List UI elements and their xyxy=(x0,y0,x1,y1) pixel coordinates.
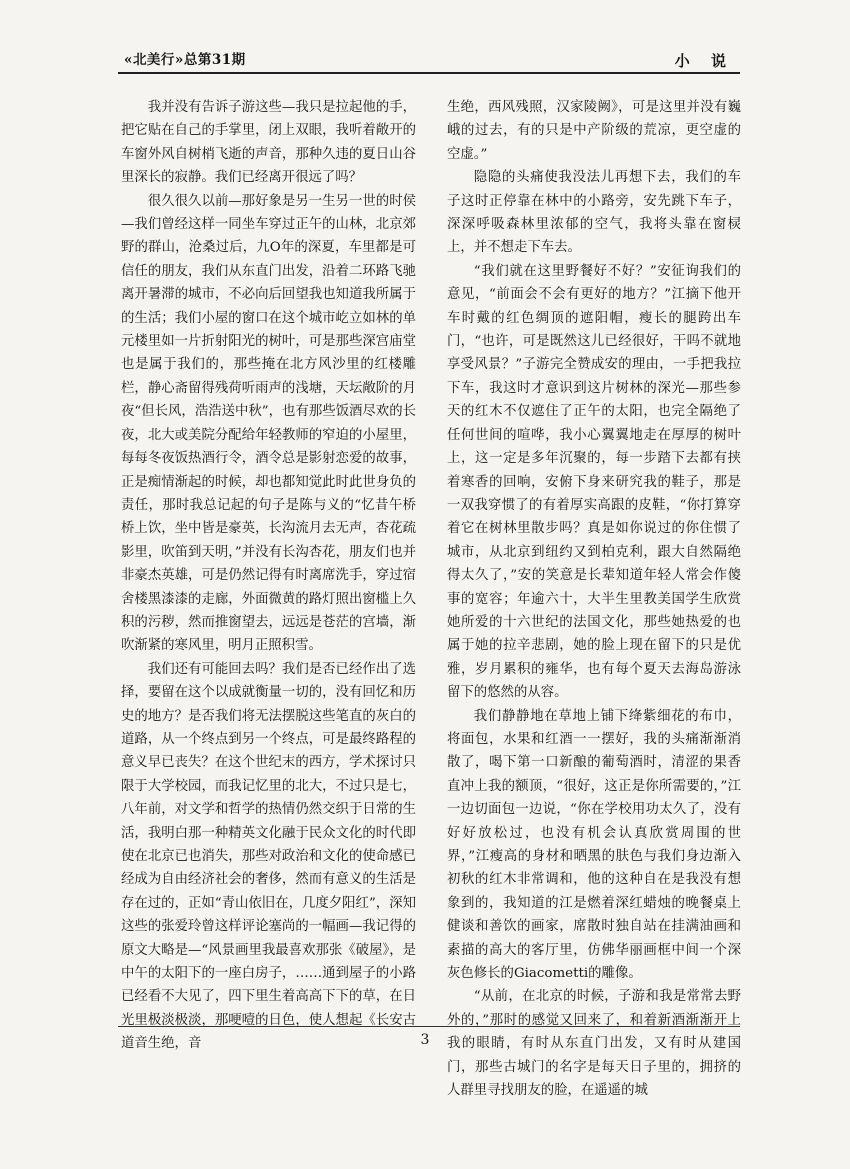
paragraph-p4: 生绝，西风残照，汉家陵阙》，可是这里并没有巍峨的过去，有的只是中产阶级的荒凉，更空虚的空虚。” xyxy=(447,100,741,162)
paragraph-p6: “我们就在这里野餐好不好？”安征询我们的意见，“前面会不会有更好的地方？”江摘下他开车时戴的红色绸顶的遮阳帽，瘦长的腿跨出车门，“也许，可是既然这儿已经很好，干吗不就地享受风景？”子游完全赞成安的理由，一手把我拉下车，我这时才意识到这片树林的深光—那些参天的红木不仅遮住了正午的太阳，也完全隔绝了任何世间的喧哗，我小心翼翼地走在厚厚的树叶上，这一定是多年沉聚的，每一步踏下去都有挟着寒香的回响，安俯下身来研究我的鞋子，那是一双我穿惯了的有着厚实高跟的皮鞋，“你打算穿着它在树林里散步吗？真是如你说过的你住惯了城市，从北京到纽约又到柏克利，跟大自然隔绝得太久了，”安的笑意是长辈知道年轻人常会作傻事的宽容；年逾六十，大半生里教美国学生欣赏她所爱的十六世纪的法国文化，那些她热爱的也属于她的拉辛悲剧，她的脸上现在留下的只是优雅，岁月累积的雍华，也有每个夏天去海岛游泳留下的悠然的从容。 xyxy=(447,263,741,701)
paragraph-p1: 我并没有告诉子游这些—我只是拉起他的手，把它贴在自己的手掌里，闭上双眼，我听着敞开的车窗外风自树梢飞逝的声音，那种久违的夏日山谷里深长的寂静。我们已经离开很远了吗？ xyxy=(121,100,416,186)
footer-divider xyxy=(118,1026,740,1027)
section-header: 小 说 xyxy=(674,52,734,70)
paragraph-p2: 很久很久以前—那好象是另一生另一世的时侯—我们曾经这样一同坐车穿过正午的山林，北京郊野的群山，沧桑过后，九O年的深夏，车里都是可信任的朋友，我们从东直门出发，沿着二环路飞驰离开暑滞的城市，不必向后回望我也知道我所属于的生活；我们小屋的窗口在这个城市屹立如林的单元楼里如一片折射阳光的树叶，可是那些深宫庙堂也是属于我们的，那些掩在北方风沙里的红楼雕栏，静心斋留得残荷听雨声的浅塘，天坛敞阶的月夜“但长风，浩浩送中秋”，也有那些饭酒尽欢的长夜，北大或美院分配给年轻教师的窄迫的小屋里，每每冬夜饭热酒行令，酒令总是影射恋爱的故事，正是痴情渐起的时候，却也都知觉此时此世身负的责任，那时我总记起的句子是陈与义的“忆昔午桥桥上饮，坐中皆是豪英，长沟流月去无声，杏花疏影里，吹笛到天明，”并没有长沟杏花，朋友们也并非豪杰英雄，可是仍然记得有时离席洗手，穿过宿舍楼黑漆漆的走廊，外面微黄的路灯照出窗槛上久积的污秽，然而推窗望去，远远是苍茫的宫墙，渐吹渐紧的寒风里，明月正照积雪。 xyxy=(121,193,416,654)
paragraph-p3: 我们还有可能回去吗？我们是否已经作出了选择，要留在这个以成就衡量一切的，没有回忆和历史的地方？是否我们将无法摆脱这些笔直的灰白的道路，从一个终点到另一个终点，可是最终路程的意义早已丧失？在这个世纪末的西方，学术探讨只限于大学校园，而我记忆里的北大，不过只是七，八年前，对文学和哲学的热情仍然交织于日常的生活，我明白那一种精英文化融于民众文化的时代即使在北京已也消失，那些对政治和文化的使命感已经成为自由经济社会的奢侈，然而有意义的生活是存在过的，正如“青山依旧在，几度夕阳红”，深知这些的张爱玲曾这样评论塞尚的一幅画—我记得的原文大略是—“风景画里我最喜欢那张《破屋》，是中午的太阳下的一座白房子，……通到屋子的小路已经看不大见了，四下里生着高高下下的草，在日光里极淡极淡，那哽噎的日色，使人想起《长安古道音生绝，音 xyxy=(121,661,416,1052)
left-text-column xyxy=(121,96,416,1056)
paragraph-p7: 我们静静地在草地上铺下绛紫细花的布巾，将面包，水果和红酒一一摆好，我的头痛渐渐消散了，喝下第一口新酿的葡萄酒时，清涩的果香直冲上我的额顶，“很好，这正是你所需要的，”江一边切面包一边说，“你在学校用功太久了，没有好好放松过，也没有机会认真欣赏周围的世界，”江瘦高的身材和晒黑的肤色与我们身边渐入初秋的红木非常调和，他的这种自在是我没有想象到的，我知道的江是燃着深红蜡烛的晚餐桌上健谈和善饮的画家，席散时独自站在挂满油画和素描的高大的客厅里，仿佛华丽画框中间一个深灰色修长的Giacometti的雕像。 xyxy=(447,708,741,982)
paragraph-p8: “从前，在北京的时候，子游和我是常常去野外的，”那时的感觉又回来了，和着新酒渐渐开上我的眼睛，有时从东直门出发，又有时从建国门，那些古城门的名字是每天日子里的，拥挤的人群里寻找朋友的脸，在遥遥的城 xyxy=(447,989,741,1099)
issue-header: «北美行»总第31期 xyxy=(124,52,246,68)
header-divider xyxy=(118,72,740,74)
right-text-column xyxy=(447,96,741,1102)
page-number: 3 xyxy=(420,1032,430,1048)
paragraph-p5: 隐隐的头痛使我没法儿再想下去，我们的车子这时正停靠在林中的小路旁，安先跳下车子，深深呼吸森林里浓郁的空气，我将头靠在窗棂上，并不想走下车去。 xyxy=(447,170,741,256)
